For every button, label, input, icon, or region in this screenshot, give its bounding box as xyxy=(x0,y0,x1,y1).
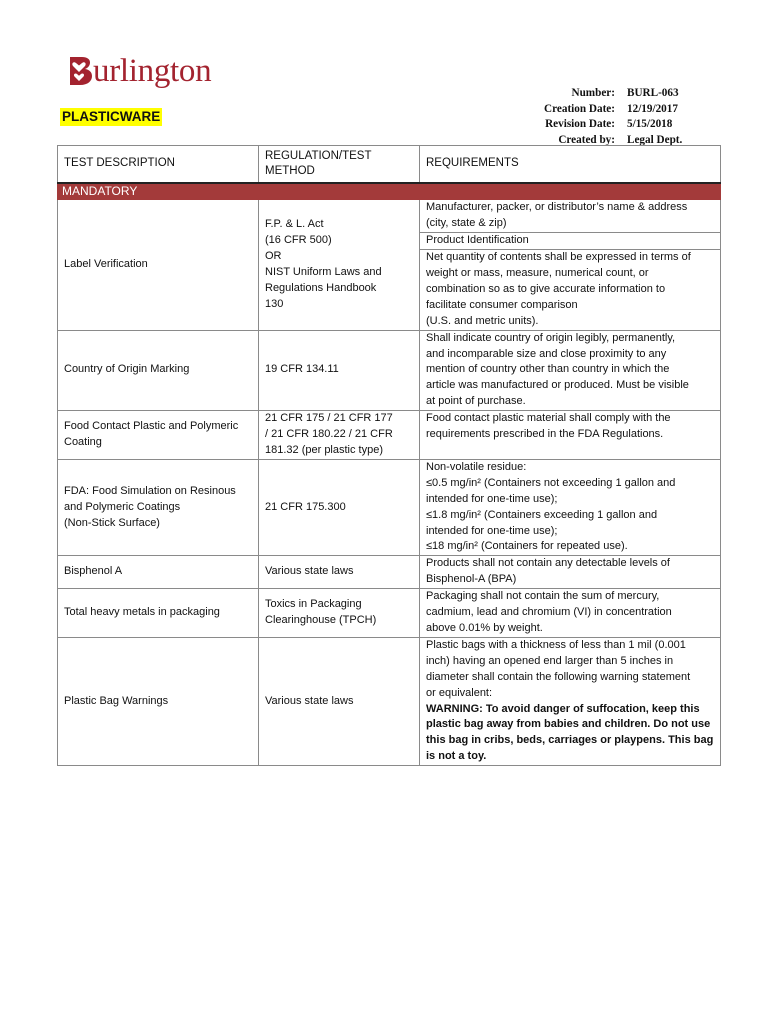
regulation-cell: Toxics in Packaging Clearinghouse (TPCH) xyxy=(259,589,420,638)
requirements-cell xyxy=(420,411,721,460)
header-regulation-test-method: REGULATION/TEST METHOD xyxy=(259,146,420,183)
requirement-item: Non-volatile residue: ≤0.5 mg/in² (Containers not exceeding 1 gallon and intended for one-time use); ≤1.8 mg/in² (Containers exceeding 1 gallon and intended for one-time use); ≤18 mg/in² (Containers for repeated use). xyxy=(426,460,676,553)
test-description-cell: Total heavy metals in packaging xyxy=(58,589,259,638)
requirement-item: Product Identification xyxy=(420,232,720,249)
meta-value: 5/15/2018 xyxy=(627,118,673,130)
requirement-item: Food contact plastic material shall comply with the requirements prescribed in the FDA Regulations. xyxy=(426,412,671,441)
section-mandatory: MANDATORY xyxy=(58,183,721,200)
requirements-cell xyxy=(420,637,721,765)
document-title: PLASTICWARE xyxy=(62,109,161,124)
test-description-cell: Plastic Bag Warnings xyxy=(58,637,259,765)
regulation-cell: Various state laws xyxy=(259,556,420,589)
requirements-table xyxy=(57,145,721,766)
test-description-cell: Label Verification xyxy=(58,200,259,330)
requirements-cell xyxy=(420,589,721,638)
table-row xyxy=(58,556,721,589)
meta-label: Number: xyxy=(571,87,615,99)
requirements-cell xyxy=(420,459,721,555)
regulation-cell: 19 CFR 134.11 xyxy=(259,330,420,411)
requirement-item: Plastic bags with a thickness of less than 1 mil (0.001 inch) having an opened end larger than 5 inches in diameter shall contain the following warning statement or equivalent: xyxy=(426,638,691,699)
meta-label: Created by: xyxy=(558,133,615,146)
requirements-cell xyxy=(420,200,721,330)
header-requirements: REQUIREMENTS xyxy=(420,146,721,183)
header-test-description: TEST DESCRIPTION xyxy=(58,146,259,183)
table-row xyxy=(58,459,721,555)
logo-wordmark: urlington xyxy=(93,53,212,89)
requirements-cell xyxy=(420,556,721,589)
meta-row xyxy=(500,102,682,118)
meta-row xyxy=(500,86,682,102)
regulation-cell: 21 CFR 175 / 21 CFR 177 / 21 CFR 180.22 / 21 CFR 181.32 (per plastic type) xyxy=(259,411,420,460)
requirement-item: Products shall not contain any detectable levels of Bisphenol-A (BPA) xyxy=(426,557,670,586)
requirement-item: Packaging shall not contain the sum of mercury, cadmium, lead and chromium (VI) in concentration above 0.01% by weight. xyxy=(426,590,672,634)
table-row xyxy=(58,200,721,330)
regulation-cell: F.P. & L. Act (16 CFR 500) OR NIST Uniform Laws and Regulations Handbook 130 xyxy=(259,200,420,330)
test-description-cell: Food Contact Plastic and Polymeric Coating xyxy=(58,411,259,460)
burlington-logo xyxy=(66,44,211,88)
meta-row xyxy=(500,117,682,133)
table-row xyxy=(58,330,721,411)
document-meta xyxy=(500,86,682,148)
meta-value: BURL-063 xyxy=(627,87,679,99)
meta-label: Creation Date: xyxy=(544,102,615,115)
burlington-b-heart-logo-icon xyxy=(66,54,94,88)
test-description-cell: Bisphenol A xyxy=(58,556,259,589)
meta-value: 12/19/2017 xyxy=(627,102,678,115)
requirements-cell xyxy=(420,330,721,411)
warning-statement: WARNING: To avoid danger of suffocation, keep this plastic bag away from babies and children. Do not use this bag in cribs, beds, carriages or playpens. This bag is not a toy. xyxy=(426,702,714,763)
test-description-cell: Country of Origin Marking xyxy=(58,330,259,411)
meta-value: Legal Dept. xyxy=(627,133,683,146)
test-description-cell: FDA: Food Simulation on Resinous and Polymeric Coatings (Non-Stick Surface) xyxy=(58,459,259,555)
meta-label: Revision Date: xyxy=(545,118,615,130)
requirement-item: Shall indicate country of origin legibly, permanently, and incomparable size and close proximity to any mention of country other than country in which the article was manufactured or produced. Must be visible at point of purchase. xyxy=(426,331,689,408)
requirement-item: Manufacturer, packer, or distributor’s name & address (city, state & zip) xyxy=(426,201,688,230)
table-row xyxy=(58,637,721,765)
table-row xyxy=(58,589,721,638)
regulation-cell: Various state laws xyxy=(259,637,420,765)
table-row xyxy=(58,411,721,460)
regulation-cell: 21 CFR 175.300 xyxy=(259,459,420,555)
requirement-item: Net quantity of contents shall be expressed in terms of weight or mass, measure, numerical count, or combination so as to give accurate information to facilitate consumer comparison (U.S. and metric units). xyxy=(420,249,720,330)
